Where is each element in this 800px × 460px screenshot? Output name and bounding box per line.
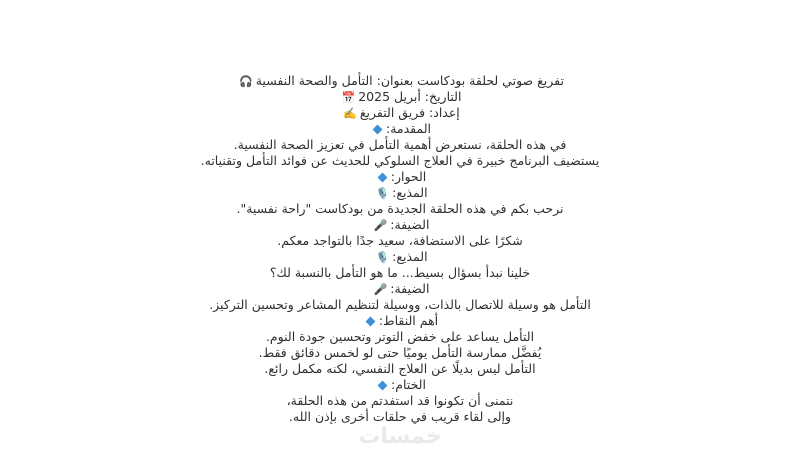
dialogue-line: شكرًا على الاستضافة، سعيد جدًا بالتواجد معكم. — [277, 233, 523, 248]
intro-line: يستضيف البرنامج خبيرة في العلاج السلوكي للحديث عن فوائد التأمل وتقنياته. — [200, 153, 600, 168]
writing-hand-icon: ✍️ — [343, 107, 357, 120]
closing-heading: الختام: — [0, 377, 800, 393]
dialogue-line: نرحب بكم في هذه الحلقة الجديدة من بودكاست "راحة نفسية". — [236, 201, 564, 216]
blue-diamond-icon — [373, 124, 383, 134]
transcript — [0, 73, 800, 425]
point-item: التأمل ليس بديلًا عن العلاج النفسي، لكنه مكمل رائع. — [264, 361, 536, 376]
document-title: تفريغ صوتي لحلقة بودكاست بعنوان: التأمل والصحة النفسية🎧 — [239, 73, 564, 88]
host-label: المذيع:🎙️ — [375, 249, 428, 264]
intro-line: في هذه الحلقة، نستعرض أهمية التأمل في تعزيز الصحة النفسية. — [233, 137, 567, 152]
intro-heading: المقدمة: — [0, 121, 800, 137]
blue-diamond-icon — [378, 380, 388, 390]
closing-line: وإلى لقاء قريب في حلقات أخرى بإذن الله. — [288, 409, 512, 424]
prepared-by: إعداد: فريق التفريغ✍️ — [343, 105, 460, 120]
microphone-icon: 🎤 — [373, 219, 388, 232]
document-date: التاريخ: أبريل 2025📅 — [341, 89, 462, 104]
blue-diamond-icon — [377, 172, 387, 182]
dialogue-line: التأمل هو وسيلة للاتصال بالذات، ووسيلة لتنظيم المشاعر وتحسين التركيز. — [209, 297, 591, 312]
dialogue-line: خلينا نبدأ بسؤال بسيط... ما هو التأمل بالنسبة لك؟ — [269, 265, 531, 280]
studio-microphone-icon: 🎙️ — [375, 187, 390, 200]
calendar-icon: 📅 — [341, 91, 356, 104]
host-label: المذيع:🎙️ — [375, 185, 428, 200]
blue-diamond-icon — [365, 316, 375, 326]
guest-label: الضيفة:🎤 — [373, 217, 430, 232]
closing-line: نتمنى أن تكونوا قد استفدتم من هذه الحلقة، — [286, 393, 514, 408]
points-heading: أهم النقاط: — [0, 313, 800, 329]
guest-label: الضيفة:🎤 — [373, 281, 430, 296]
headphones-icon: 🎧 — [239, 75, 253, 88]
point-item: يُفضَّل ممارسة التأمل يوميًا حتى لو لخمس دقائق فقط. — [258, 345, 542, 360]
point-item: التأمل يساعد على خفض التوتر وتحسين جودة النوم. — [265, 329, 535, 344]
microphone-icon: 🎤 — [373, 283, 388, 296]
watermark-logo: خمسات — [358, 424, 442, 449]
dialogue-heading: الحوار: — [0, 169, 800, 185]
studio-microphone-icon: 🎙️ — [375, 251, 390, 264]
